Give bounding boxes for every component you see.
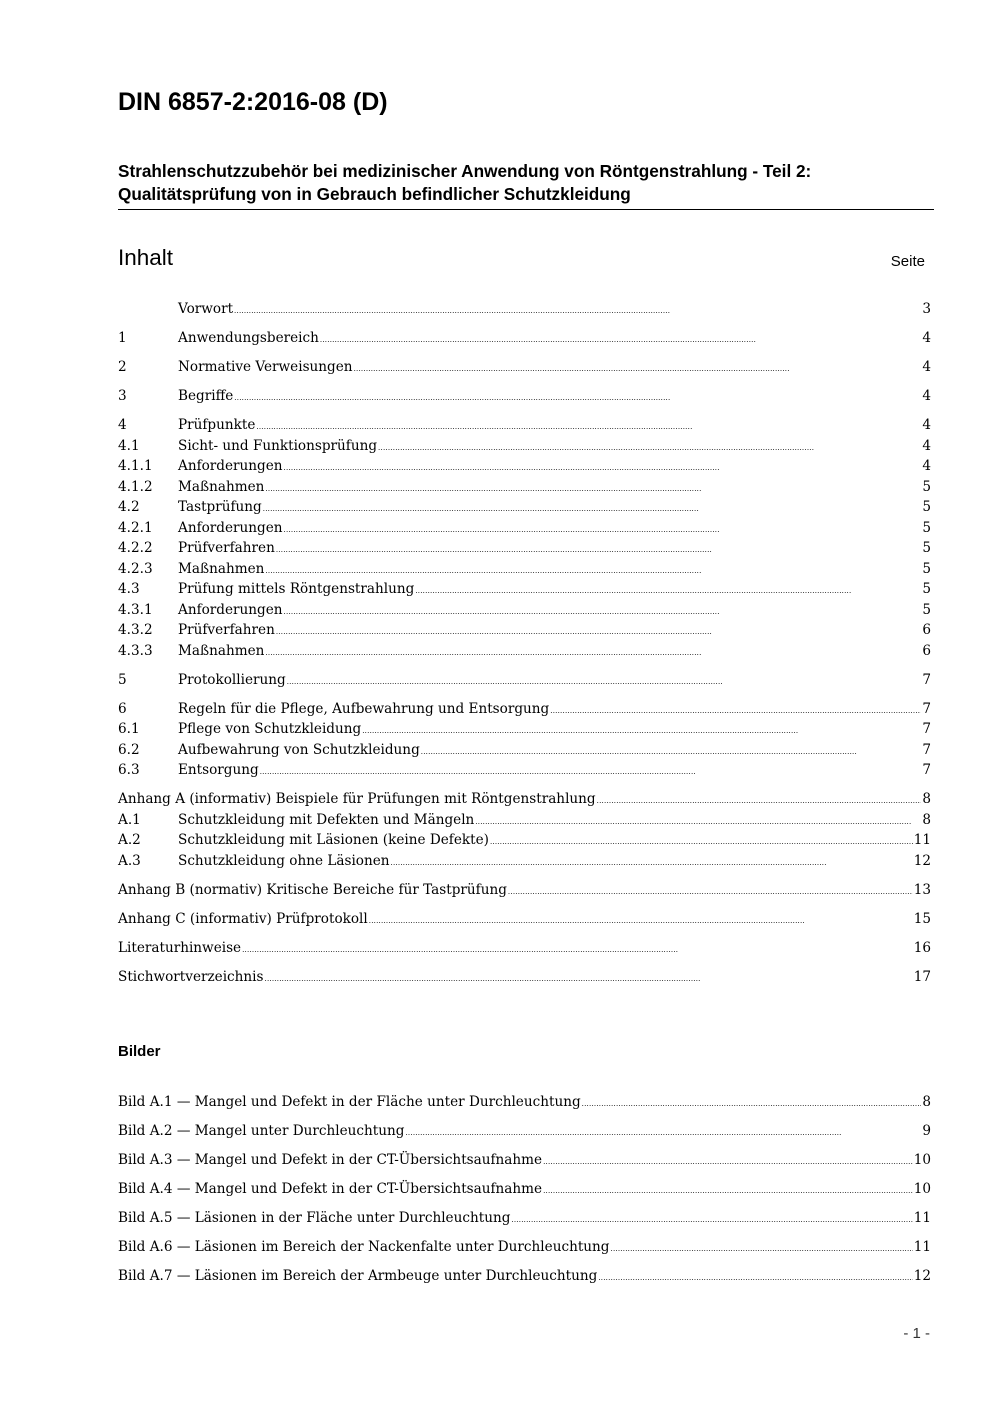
- toc-entry-number: 2: [118, 359, 127, 375]
- toc-entry-number: 4.1.2: [118, 478, 153, 495]
- toc-entry-title: Normative Verweisungen: [178, 359, 353, 375]
- toc-entry-title: Maßnahmen: [178, 642, 265, 659]
- dot-leader: [421, 740, 922, 763]
- figures-heading: Bilder: [118, 1043, 161, 1060]
- toc-entry-number: 6: [118, 700, 127, 717]
- figure-entry-page: 11: [913, 1239, 931, 1255]
- toc-entry-number: 6.2: [118, 741, 140, 758]
- toc-entry-number: A.2: [118, 832, 141, 848]
- toc-entry-number: 4.2: [118, 499, 140, 515]
- dot-leader: [475, 810, 921, 833]
- figure-entry[interactable]: [118, 1178, 931, 1207]
- document-id: DIN 6857-2:2016-08 (D): [118, 88, 388, 116]
- dot-leader: [362, 719, 921, 742]
- figures-list: [118, 1091, 931, 1294]
- dot-leader: [391, 851, 913, 874]
- subtitle-line-2: Qualitätsprüfung von in Gebrauch befindlicher Schutzkleidung: [118, 184, 631, 204]
- toc-entry-number: 4.3.3: [118, 642, 153, 659]
- toc-entry-page: 17: [913, 968, 931, 985]
- dot-leader: [598, 1265, 912, 1289]
- dot-leader: [508, 880, 913, 903]
- toc-entry[interactable]: [118, 760, 931, 781]
- figure-entry-title: Bild A.2 — Mangel unter Durchleuchtung: [118, 1123, 405, 1139]
- toc-entry[interactable]: [118, 641, 931, 662]
- toc-entry-number: 3: [118, 388, 127, 404]
- toc-entry-title: Maßnahmen: [178, 560, 265, 577]
- toc-entry-number: 4.2.2: [118, 540, 153, 556]
- figure-entry-title: Bild A.5 — Läsionen in der Fläche unter Durchleuchtung: [118, 1210, 511, 1226]
- dot-leader: [276, 538, 922, 561]
- toc-entry-title: Anforderungen: [178, 601, 283, 618]
- toc-entry-page: 5: [922, 519, 931, 536]
- dot-leader: [405, 1120, 921, 1144]
- dot-leader: [611, 1236, 913, 1260]
- dot-leader: [242, 938, 913, 961]
- toc-entry[interactable]: [118, 789, 931, 810]
- figure-entry[interactable]: [118, 1207, 931, 1236]
- subtitle-line-1: Strahlenschutzzubehör bei medizinischer Anwendung von Röntgenstrahlung - Teil 2:: [118, 161, 812, 181]
- toc-entry[interactable]: [118, 909, 931, 930]
- toc-entry-page: 6: [922, 642, 931, 659]
- toc-entry-title: Prüfung mittels Röntgenstrahlung: [178, 581, 415, 597]
- toc-entry-page: 4: [922, 417, 931, 433]
- toc-entry-title: Prüfpunkte: [178, 417, 256, 433]
- figure-entry[interactable]: [118, 1120, 931, 1149]
- dot-leader: [378, 436, 921, 459]
- dot-leader: [369, 909, 913, 932]
- toc-entry-number: 4.2.3: [118, 560, 153, 577]
- toc-entry-title: Anhang C (informativ) Prüfprotokoll: [118, 910, 368, 927]
- toc-entry-page: 7: [922, 721, 931, 737]
- toc-list: [118, 299, 931, 987]
- dot-leader: [490, 830, 913, 853]
- dot-leader: [234, 299, 921, 322]
- toc-entry[interactable]: [118, 600, 931, 621]
- toc-entry-number: A.1: [118, 811, 141, 828]
- toc-entry-page: 3: [922, 301, 931, 317]
- toc-entry[interactable]: [118, 415, 931, 436]
- toc-entry-number: 5: [118, 671, 127, 688]
- figure-entry-page: 11: [913, 1210, 931, 1226]
- figure-entry[interactable]: [118, 1265, 931, 1294]
- dot-leader: [543, 1178, 913, 1202]
- dot-leader: [511, 1207, 912, 1231]
- dot-leader: [276, 620, 922, 643]
- toc-entry-page: 5: [922, 478, 931, 495]
- toc-entry-page: 4: [922, 437, 931, 454]
- toc-entry-title: Anhang A (informativ) Beispiele für Prüfungen mit Röntgenstrahlung: [118, 791, 596, 807]
- toc-entry-page: 4: [922, 359, 931, 375]
- toc-entry[interactable]: [118, 719, 931, 740]
- toc-entry-page: 7: [922, 700, 931, 717]
- toc-entry-number: 4.3.1: [118, 601, 153, 618]
- dot-leader: [256, 415, 921, 438]
- toc-entry-title: Pflege von Schutzkleidung: [178, 721, 362, 737]
- toc-entry-number: 4.3.2: [118, 622, 153, 638]
- toc-entry-title: Anforderungen: [178, 458, 283, 474]
- figure-entry[interactable]: [118, 1149, 931, 1178]
- toc-entry[interactable]: [118, 477, 931, 498]
- toc-entry-page: 4: [922, 388, 931, 404]
- toc-entry-title: Aufbewahrung von Schutzkleidung: [178, 741, 420, 758]
- toc-entry[interactable]: [118, 436, 931, 457]
- toc-entry-page: 5: [922, 581, 931, 597]
- toc-entry-number: 4.1.1: [118, 458, 153, 474]
- toc-entry-page: 13: [913, 881, 931, 898]
- dot-leader: [265, 641, 921, 664]
- toc-entry-title: Vorwort: [178, 301, 234, 317]
- figure-entry-page: 8: [922, 1094, 931, 1110]
- toc-entry-page: 5: [922, 499, 931, 515]
- toc-entry-page: 15: [913, 910, 931, 927]
- toc-entry-page: 6: [922, 622, 931, 638]
- page-number: - 1 -: [903, 1325, 930, 1342]
- toc-entry[interactable]: [118, 620, 931, 641]
- toc-entry-title: Begriffe: [178, 388, 234, 404]
- toc-entry[interactable]: [118, 518, 931, 539]
- toc-entry-page: 4: [922, 458, 931, 474]
- toc-entry-page: 12: [913, 852, 931, 869]
- toc-entry[interactable]: [118, 357, 931, 378]
- figure-entry-title: Bild A.4 — Mangel und Defekt in der CT-Übersichtsaufnahme: [118, 1181, 543, 1197]
- figure-entry-page: 9: [922, 1123, 931, 1139]
- toc-entry-title: Anhang B (normativ) Kritische Bereiche für Tastprüfung: [118, 881, 507, 898]
- toc-entry[interactable]: [118, 538, 931, 559]
- toc-entry-number: A.3: [118, 852, 141, 869]
- dot-leader: [597, 789, 922, 812]
- dot-leader: [260, 760, 922, 783]
- toc-entry-number: 4.3: [118, 581, 140, 597]
- toc-entry[interactable]: [118, 559, 931, 580]
- toc-entry[interactable]: [118, 699, 931, 720]
- toc-entry-title: Schutzkleidung mit Läsionen (keine Defekte): [178, 832, 489, 848]
- dot-leader: [320, 328, 921, 351]
- toc-entry[interactable]: [118, 456, 931, 477]
- dot-leader: [265, 477, 921, 500]
- toc-entry-page: 5: [922, 540, 931, 556]
- toc-entry-number: 6.1: [118, 721, 140, 737]
- dot-leader: [234, 386, 921, 409]
- toc-entry-number: 1: [118, 330, 127, 346]
- toc-entry-page: 8: [922, 791, 931, 807]
- toc-entry-title: Entsorgung: [178, 762, 259, 778]
- toc-entry-number: 4.2.1: [118, 519, 153, 536]
- dot-leader: [550, 699, 921, 722]
- toc-entry-number: 4: [118, 417, 127, 433]
- toc-page-label: Seite: [890, 253, 925, 270]
- toc-entry-title: Schutzkleidung mit Defekten und Mängeln: [178, 811, 475, 828]
- dot-leader: [415, 579, 921, 602]
- toc-entry[interactable]: [118, 830, 931, 851]
- figure-entry-page: 10: [913, 1152, 931, 1168]
- figure-entry-page: 12: [913, 1268, 931, 1284]
- toc-entry-title: Stichwortverzeichnis: [118, 968, 264, 985]
- figure-entry-page: 10: [913, 1181, 931, 1197]
- toc-entry-page: 8: [922, 811, 931, 828]
- toc-entry[interactable]: [118, 880, 931, 901]
- dot-leader: [265, 967, 913, 990]
- toc-entry[interactable]: [118, 670, 931, 691]
- toc-entry-page: 11: [913, 832, 931, 848]
- toc-entry-title: Literaturhinweise: [118, 939, 242, 956]
- document-subtitle: [118, 160, 934, 210]
- dot-leader: [265, 559, 921, 582]
- dot-leader: [287, 670, 922, 693]
- dot-leader: [582, 1091, 922, 1115]
- toc-entry[interactable]: [118, 328, 931, 349]
- toc-entry-title: Regeln für die Pflege, Aufbewahrung und Entsorgung: [178, 700, 550, 717]
- dot-leader: [263, 497, 922, 520]
- toc-entry[interactable]: [118, 810, 931, 831]
- toc-entry-title: Prüfverfahren: [178, 540, 275, 556]
- toc-entry-title: Anforderungen: [178, 519, 283, 536]
- figure-entry-title: Bild A.7 — Läsionen im Bereich der Armbeuge unter Durchleuchtung: [118, 1268, 598, 1284]
- toc-entry-title: Prüfverfahren: [178, 622, 275, 638]
- dot-leader: [354, 357, 922, 380]
- figure-entry[interactable]: [118, 1236, 931, 1265]
- toc-entry-title: Maßnahmen: [178, 478, 265, 495]
- toc-entry[interactable]: [118, 938, 931, 959]
- toc-entry[interactable]: [118, 497, 931, 518]
- toc-entry-title: Protokollierung: [178, 671, 286, 688]
- toc-entry-page: 16: [913, 939, 931, 956]
- figure-entry[interactable]: [118, 1091, 931, 1120]
- dot-leader: [284, 600, 922, 623]
- toc-entry[interactable]: [118, 386, 931, 407]
- toc-entry-page: 7: [922, 762, 931, 778]
- figure-entry-title: Bild A.3 — Mangel und Defekt in der CT-Übersichtsaufnahme: [118, 1152, 543, 1168]
- toc-entry[interactable]: [118, 299, 931, 320]
- toc-entry-page: 4: [922, 330, 931, 346]
- toc-header: [118, 245, 928, 271]
- toc-entry[interactable]: [118, 851, 931, 872]
- toc-entry[interactable]: [118, 967, 931, 988]
- toc-entry-page: 5: [922, 601, 931, 618]
- toc-entry-number: 6.3: [118, 762, 140, 778]
- toc-entry-title: Tastprüfung: [178, 499, 262, 515]
- toc-entry-number: 4.1: [118, 437, 140, 454]
- dot-leader: [284, 518, 922, 541]
- toc-entry-page: 7: [922, 671, 931, 688]
- toc-entry-title: Anwendungsbereich: [178, 330, 319, 346]
- toc-entry-page: 7: [922, 741, 931, 758]
- toc-heading: Inhalt: [118, 245, 174, 270]
- toc-entry-page: 5: [922, 560, 931, 577]
- toc-entry-title: Sicht- und Funktionsprüfung: [178, 437, 378, 454]
- figure-entry-title: Bild A.6 — Läsionen im Bereich der Nackenfalte unter Durchleuchtung: [118, 1239, 610, 1255]
- toc-entry[interactable]: [118, 579, 931, 600]
- dot-leader: [284, 456, 922, 479]
- toc-entry[interactable]: [118, 740, 931, 761]
- figure-entry-title: Bild A.1 — Mangel und Defekt in der Fläche unter Durchleuchtung: [118, 1094, 581, 1110]
- toc-entry-title: Schutzkleidung ohne Läsionen: [178, 852, 390, 869]
- dot-leader: [543, 1149, 913, 1173]
